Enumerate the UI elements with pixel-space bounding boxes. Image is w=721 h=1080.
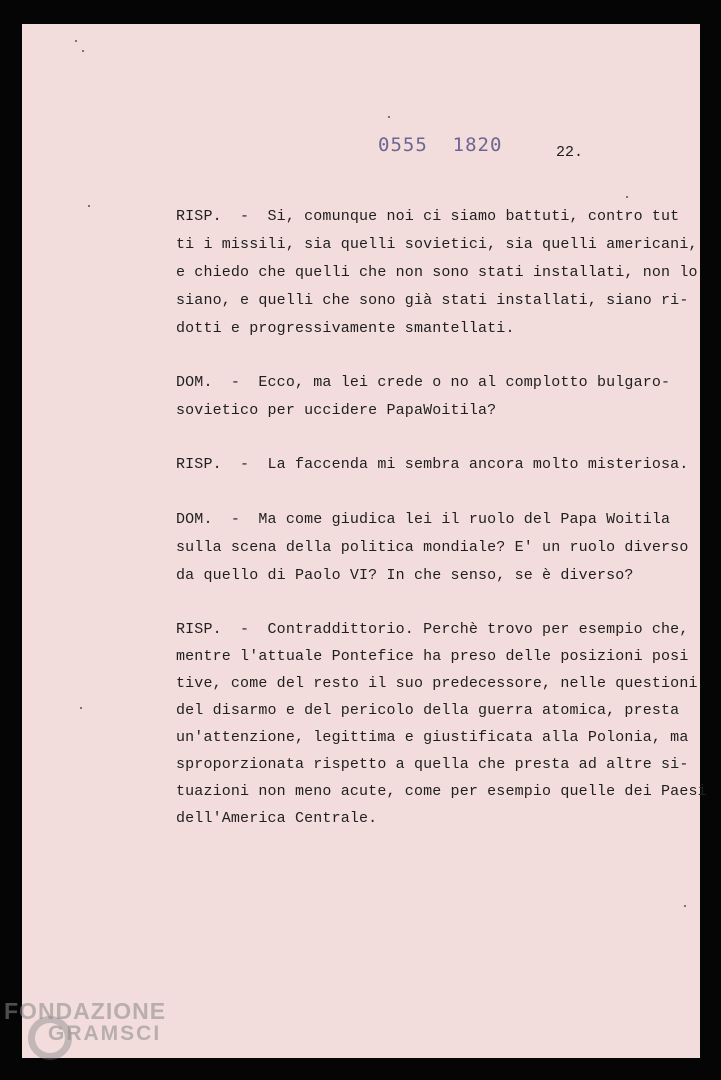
paper-speck <box>80 707 82 709</box>
text-line: RISP. - Contraddittorio. Perchè trovo per esempio che, <box>176 621 689 638</box>
text-line: mentre l'attuale Pontefice ha preso delle posizioni posi <box>176 648 689 665</box>
paper-speck <box>88 205 90 207</box>
text-line: ti i missili, sia quelli sovietici, sia quelli americani, <box>176 236 698 253</box>
text-line: DOM. - Ecco, ma lei crede o no al complotto bulgaro- <box>176 374 671 391</box>
text-line: sulla scena della politica mondiale? E' un ruolo diverso <box>176 539 689 556</box>
text-line: tive, come del resto il suo predecessore, nelle questioni <box>176 675 698 692</box>
text-line: del disarmo e del pericolo della guerra atomica, presta <box>176 702 680 719</box>
text-line: sproporzionata rispetto a quella che presta ad altre si- <box>176 756 689 773</box>
text-line: tuazioni non meno acute, come per esempio quelle dei Paesi <box>176 783 707 800</box>
paper-speck <box>626 196 628 198</box>
paper-speck <box>388 116 390 118</box>
text-line: RISP. - La faccenda mi sembra ancora molto misteriosa. <box>176 456 689 473</box>
paper-speck <box>75 40 77 42</box>
text-line: un'attenzione, legittima e giustificata alla Polonia, ma <box>176 729 689 746</box>
text-line: da quello di Paolo VI? In che senso, se è diverso? <box>176 567 634 584</box>
text-line: sovietico per uccidere PapaWoitila? <box>176 402 497 419</box>
watermark-line2: GRAMSCI <box>48 1022 162 1045</box>
text-line: e chiedo che quelli che non sono stati installati, non lo <box>176 264 698 281</box>
text-line: DOM. - Ma come giudica lei il ruolo del Papa Woitila <box>176 511 671 528</box>
text-line: siano, e quelli che sono già stati installati, siano ri- <box>176 292 689 309</box>
text-line: dotti e progressivamente smantellati. <box>176 320 515 337</box>
text-line: RISP. - Si, comunque noi ci siamo battuti, contro tut <box>176 208 680 225</box>
paper-speck <box>684 905 686 907</box>
watermark-line1: FONDAZIONE <box>4 998 167 1024</box>
archive-stamp: 0555 1820 <box>378 134 503 156</box>
text-line: dell'America Centrale. <box>176 810 378 827</box>
watermark-logo <box>4 1000 166 1044</box>
page-number: 22. <box>556 144 584 161</box>
paper-speck <box>82 50 84 52</box>
